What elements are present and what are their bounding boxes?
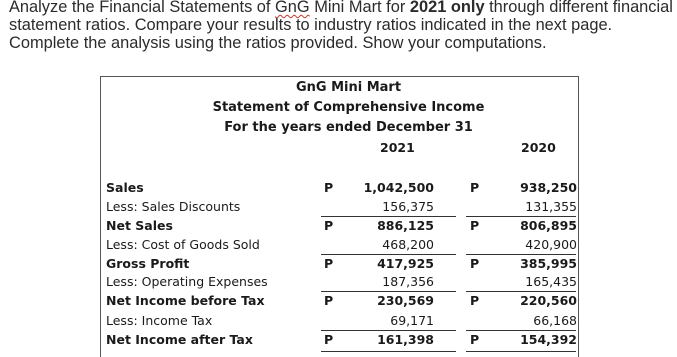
instructions-bold-year: 2021 only: [409, 0, 485, 16]
row-label: Less: Income Tax: [106, 313, 213, 328]
underline-2020: [466, 216, 576, 217]
currency-symbol: P: [470, 256, 480, 271]
row-label: Less: Sales Discounts: [106, 199, 241, 214]
row-label: Net Income after Tax: [106, 332, 253, 347]
underline-2021: [321, 216, 456, 217]
instructions-paragraph: [9, 0, 674, 52]
company-name-misspelled: GnG: [275, 0, 310, 16]
underline-2020: [466, 291, 576, 292]
value-2021: 1,042,500: [363, 180, 434, 195]
value-2020: 165,435: [525, 274, 577, 289]
statement-period: For the years ended December 31: [224, 120, 473, 135]
value-2020: 806,895: [520, 218, 577, 233]
underline-2021: [321, 330, 456, 331]
currency-symbol: P: [324, 256, 334, 271]
row-gross-profit: [106, 256, 576, 275]
instructions-text-1: Analyze the Financial Statements of: [9, 0, 276, 16]
value-2021: 156,375: [382, 199, 434, 214]
currency-symbol: P: [470, 218, 480, 233]
currency-symbol: P: [470, 293, 480, 308]
value-2020: 420,900: [525, 237, 577, 252]
currency-symbol: P: [470, 180, 480, 195]
year-header-2021: 2021: [380, 140, 415, 155]
value-2021: 468,200: [382, 237, 434, 252]
underline-2021: [321, 351, 456, 352]
currency-symbol: P: [324, 180, 334, 195]
value-2021: 417,925: [377, 256, 434, 271]
year-header-2020: 2020: [521, 140, 556, 155]
value-2020: 154,392: [520, 332, 577, 347]
row-label: Sales: [106, 180, 144, 195]
row-label: Less: Cost of Goods Sold: [106, 237, 260, 252]
statement-title: Statement of Comprehensive Income: [212, 100, 485, 115]
underline-2021: [321, 291, 456, 292]
row-net-income-after-tax: [106, 332, 576, 351]
currency-symbol: P: [324, 293, 334, 308]
underline-2020: [466, 351, 576, 352]
row-label: Net Sales: [106, 218, 173, 233]
value-2021: 69,171: [390, 313, 434, 328]
value-2020: 938,250: [520, 180, 577, 195]
value-2021: 886,125: [377, 218, 434, 233]
underline-2020: [466, 254, 576, 255]
row-sales: [106, 180, 576, 199]
row-label: Less: Operating Expenses: [106, 274, 268, 289]
currency-symbol: P: [324, 218, 334, 233]
underline-2020: [466, 330, 576, 331]
value-2021: 187,356: [382, 274, 434, 289]
instructions-text-2: Mini Mart for: [309, 0, 410, 16]
value-2021: 161,398: [377, 332, 434, 347]
currency-symbol: P: [324, 332, 334, 347]
row-label: Gross Profit: [106, 256, 190, 271]
row-net-sales: [106, 218, 576, 237]
row-label: Net Income before Tax: [106, 293, 265, 308]
row-net-income-before-tax: [106, 293, 576, 312]
value-2020: 385,995: [520, 256, 577, 271]
underline-2021: [321, 254, 456, 255]
value-2020: 66,168: [533, 313, 577, 328]
currency-symbol: P: [470, 332, 480, 347]
instructions-text-3: through different financial statement ratios. Compare your results to industry ratios indicated in the next page. Complete the analysis using the ratios provided. Show your computations.: [9, 0, 673, 52]
statement-company: GnG Mini Mart: [295, 80, 402, 95]
value-2020: 131,355: [525, 199, 577, 214]
value-2020: 220,560: [520, 293, 577, 308]
value-2021: 230,569: [377, 293, 434, 308]
